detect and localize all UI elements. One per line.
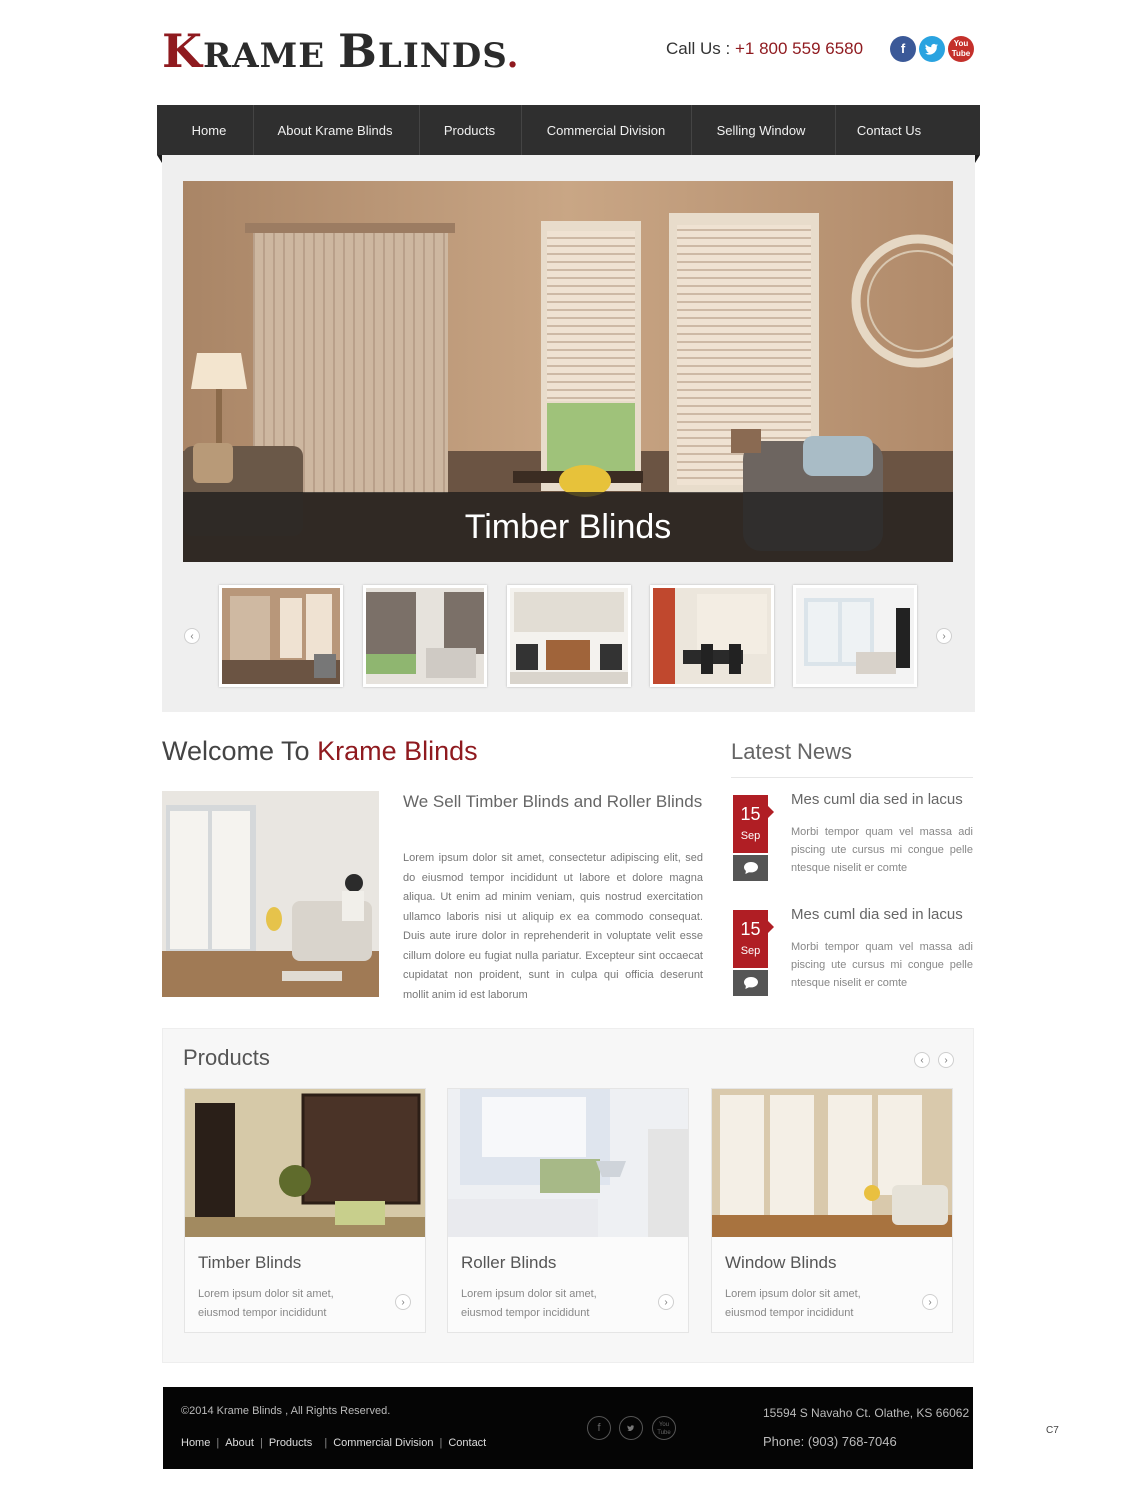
- footer-separator: |: [318, 1437, 328, 1449]
- logo-word-rame: RAME: [202, 36, 339, 76]
- footer-link-products[interactable]: Products: [268, 1437, 313, 1449]
- facebook-icon[interactable]: f: [890, 36, 916, 62]
- main-nav: [157, 105, 980, 155]
- footer-phone[interactable]: Phone: (903) 768-7046: [763, 1434, 897, 1449]
- nav-divider: [691, 105, 692, 155]
- slider-thumbnail[interactable]: [793, 585, 917, 687]
- product-more-button[interactable]: ›: [658, 1294, 674, 1310]
- footer: [163, 1387, 973, 1469]
- news-date-badge: [733, 910, 768, 968]
- news-heading: Latest News: [731, 739, 853, 764]
- product-card[interactable]: [711, 1088, 953, 1333]
- welcome-heading-prefix: Welcome To: [162, 736, 318, 766]
- news-date-day: 15: [740, 804, 761, 824]
- footer-link-contact[interactable]: Contact: [448, 1437, 487, 1449]
- welcome-heading: [162, 736, 478, 767]
- welcome-image: [162, 791, 379, 997]
- products-heading: Products: [183, 1045, 270, 1070]
- news-date-month: Sep: [740, 945, 761, 957]
- logo-letter-b: B: [338, 24, 378, 78]
- logo-dot: .: [506, 36, 520, 76]
- nav-divider: [835, 105, 836, 155]
- footer-separator: |: [439, 1437, 443, 1449]
- nav-products[interactable]: Products: [443, 123, 496, 138]
- product-image: [712, 1089, 952, 1237]
- footer-separator: |: [259, 1437, 263, 1449]
- product-card[interactable]: [184, 1088, 426, 1333]
- slider-thumbnail[interactable]: [650, 585, 774, 687]
- comment-icon[interactable]: [733, 855, 768, 881]
- welcome-subheading: We Sell Timber Blinds and Roller Blinds: [403, 792, 703, 811]
- news-date-arrow: [768, 921, 774, 933]
- nav-selling-window[interactable]: Selling Window: [716, 123, 806, 138]
- product-image: [448, 1089, 688, 1237]
- call-us: [666, 39, 863, 59]
- product-description: Lorem ipsum dolor sit amet, eiusmod tempor incididunt: [461, 1288, 597, 1319]
- slider-thumbnail[interactable]: [507, 585, 631, 687]
- products-next-button[interactable]: ›: [938, 1052, 954, 1068]
- copyright: ©2014 Krame Blinds , All Rights Reserved.: [181, 1405, 391, 1417]
- product-more-button[interactable]: ›: [395, 1294, 411, 1310]
- logo-word-linds: LINDS: [377, 36, 507, 76]
- footer-link-about[interactable]: About: [225, 1437, 254, 1449]
- news-headline[interactable]: Mes cuml dia sed in lacus: [791, 791, 963, 808]
- product-title: Roller Blinds: [461, 1253, 557, 1272]
- footer-facebook-icon[interactable]: f: [587, 1416, 611, 1440]
- nav-divider: [253, 105, 254, 155]
- welcome-body: Lorem ipsum dolor sit amet, consectetur adipiscing elit, sed do eiusmod tempor incididunt ut labore et dolore magna aliqua. Ut enim ad minim veniam, quis nostrud exercitation ullamco laboris nisi ut aliquip ex ea commodo consequat. Duis aute irure dolor in reprehenderit in voluptate velit esse cillum dolore eu fugiat nulla pariatur. Excepteur sint occaecat cupidatat non proident, sunt in culpa qui officia deserunt mollit anim id est laborum: [403, 852, 703, 1001]
- news-excerpt: Morbi tempor quam vel massa adi piscing ute cursus mi congue pelle ntesque niselit er comte: [791, 826, 973, 874]
- nav-divider: [521, 105, 522, 155]
- nav-contact-us[interactable]: Contact Us: [856, 123, 922, 138]
- news-headline[interactable]: Mes cuml dia sed in lacus: [791, 906, 963, 923]
- news-date-month: Sep: [740, 830, 761, 842]
- slider-next-button[interactable]: ›: [936, 628, 952, 644]
- footer-link-commercial-division[interactable]: Commercial Division: [333, 1437, 434, 1449]
- welcome-heading-brand: Krame Blinds: [317, 736, 478, 766]
- news-date-day: 15: [740, 919, 761, 939]
- comment-icon[interactable]: [733, 970, 768, 996]
- footer-links: [181, 1437, 486, 1449]
- slider-thumbnail[interactable]: [219, 585, 343, 687]
- news-excerpt: Morbi tempor quam vel massa adi piscing ute cursus mi congue pelle ntesque niselit er comte: [791, 941, 973, 989]
- youtube-icon[interactable]: You Tube: [948, 36, 974, 62]
- slider-prev-button[interactable]: ‹: [184, 628, 200, 644]
- slide-caption: Timber Blinds: [183, 492, 953, 562]
- nav-commercial-division[interactable]: Commercial Division: [546, 123, 666, 138]
- slider-thumbnail[interactable]: [363, 585, 487, 687]
- nav-about[interactable]: About Krame Blinds: [277, 123, 393, 138]
- nav-ribbon-right: [975, 155, 980, 163]
- nav-divider: [419, 105, 420, 155]
- product-card[interactable]: [447, 1088, 689, 1333]
- product-description: Lorem ipsum dolor sit amet, eiusmod tempor incididunt: [198, 1288, 334, 1319]
- product-image: [185, 1089, 425, 1237]
- logo[interactable]: [162, 24, 520, 78]
- footer-link-home[interactable]: Home: [181, 1437, 211, 1449]
- news-date-arrow: [768, 806, 774, 818]
- product-description: Lorem ipsum dolor sit amet, eiusmod tempor incididunt: [725, 1288, 861, 1319]
- nav-home[interactable]: Home: [191, 123, 227, 138]
- product-title: Window Blinds: [725, 1253, 837, 1272]
- call-label: Call Us :: [666, 39, 735, 58]
- hero-slide[interactable]: [183, 181, 953, 562]
- footer-twitter-icon[interactable]: [619, 1416, 643, 1440]
- logo-letter-k: K: [162, 24, 203, 78]
- news-date-badge: [733, 795, 768, 853]
- product-title: Timber Blinds: [198, 1253, 302, 1272]
- twitter-icon[interactable]: [919, 36, 945, 62]
- footer-youtube-icon[interactable]: You Tube: [652, 1416, 676, 1440]
- call-number[interactable]: +1 800 559 6580: [734, 39, 864, 58]
- product-more-button[interactable]: ›: [922, 1294, 938, 1310]
- corner-label: C7: [1046, 1425, 1059, 1436]
- news-divider: [731, 777, 973, 778]
- footer-address: 15594 S Navaho Ct. Olathe, KS 66062: [763, 1406, 970, 1420]
- footer-separator: |: [216, 1437, 220, 1449]
- products-prev-button[interactable]: ‹: [914, 1052, 930, 1068]
